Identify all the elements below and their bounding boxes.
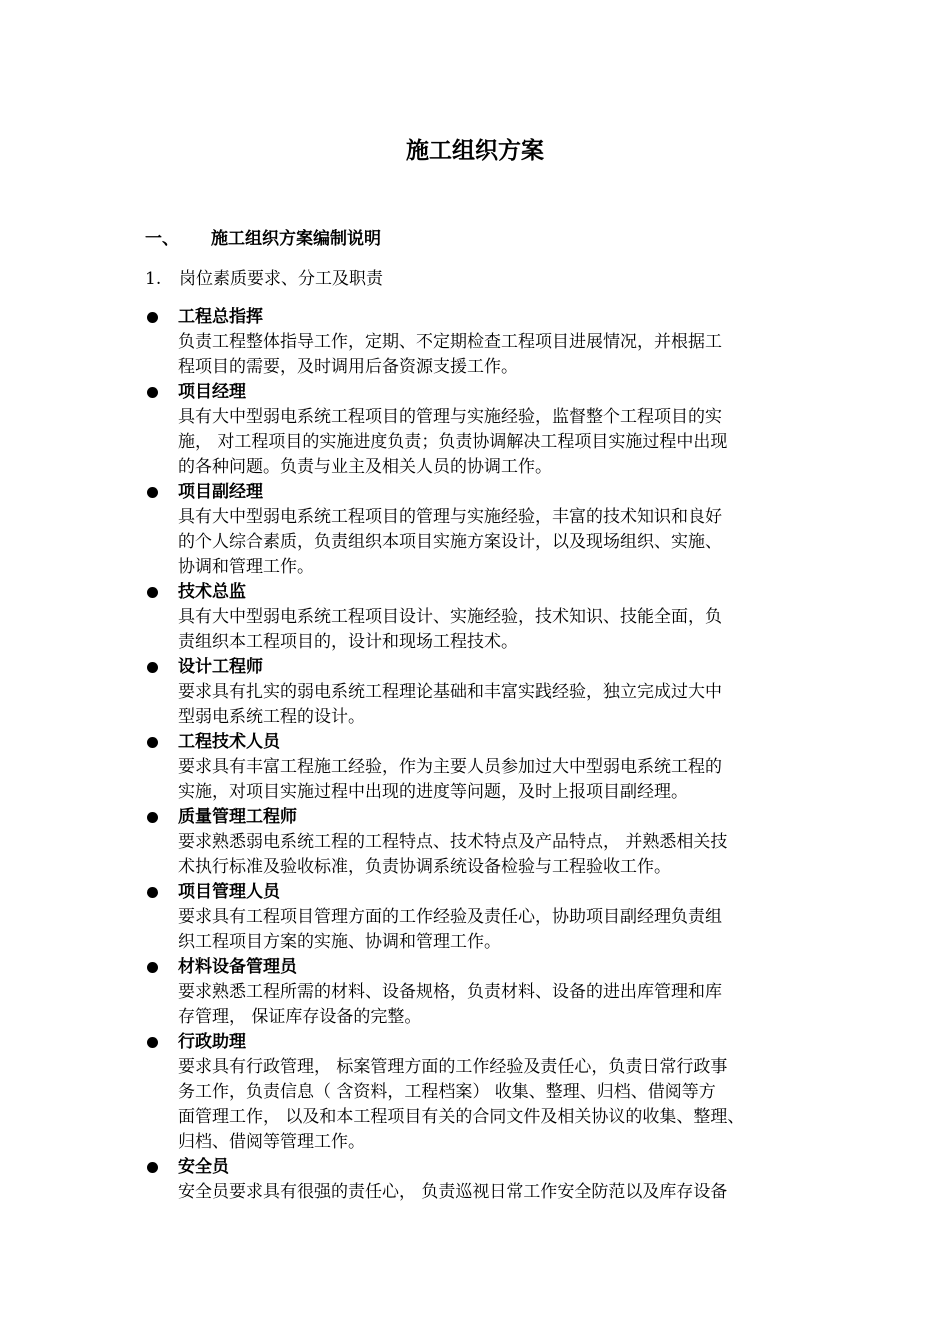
role-item [145, 655, 820, 730]
role-title: 工程总指挥 [178, 307, 263, 327]
role-description-line: 具有大中型弱电系统工程项目设计、实施经验，技术知识、技能全面，负 [178, 607, 722, 627]
role-description-line: 要求具有扎实的弱电系统工程理论基础和丰富实践经验，独立完成过大中 [178, 682, 722, 702]
role-description-line: 归档、借阅等管理工作。 [178, 1132, 365, 1152]
role-description [178, 905, 820, 955]
role-title: 项目管理人员 [178, 882, 280, 902]
role-description-line: 术执行标准及验收标准，负责协调系统设备检验与工程验收工作。 [178, 857, 671, 877]
role-description [178, 830, 820, 880]
role-title: 行政助理 [178, 1032, 246, 1052]
role-item [145, 1155, 820, 1205]
role-description-line: 面管理工作， 以及和本工程项目有关的合同文件及相关协议的收集、整理、 [178, 1107, 745, 1127]
role-description-line: 施， 对工程项目的实施进度负责；负责协调解决工程项目实施过程中出现 [178, 432, 728, 452]
role-description-line: 要求熟悉弱电系统工程的工程特点、技术特点及产品特点， 并熟悉相关技 [178, 832, 728, 852]
role-description-line: 型弱电系统工程的设计。 [178, 707, 365, 727]
role-description-line: 程项目的需要，及时调用后备资源支援工作。 [178, 357, 518, 377]
role-description-line: 实施，对项目实施过程中出现的进度等问题，及时上报项目副经理。 [178, 782, 688, 802]
role-title: 设计工程师 [178, 657, 263, 677]
role-item [145, 805, 820, 880]
bullet-icon [147, 1162, 158, 1173]
subsection-number: 1. [145, 269, 162, 289]
role-description [178, 1180, 820, 1205]
role-description-line: 责组织本工程项目的，设计和现场工程技术。 [178, 632, 518, 652]
role-item [145, 580, 820, 655]
bullet-icon [147, 962, 158, 973]
role-item [145, 480, 820, 580]
role-description-line: 协调和管理工作。 [178, 557, 314, 577]
bullet-icon [147, 312, 158, 323]
role-item [145, 305, 820, 380]
role-item [145, 730, 820, 805]
role-description-line: 存管理， 保证库存设备的完整。 [178, 1007, 422, 1027]
bullet-icon [147, 662, 158, 673]
role-description-line: 的各种问题。负责与业主及相关人员的协调工作。 [178, 457, 552, 477]
role-description [178, 505, 820, 580]
role-description-line: 要求具有丰富工程施工经验，作为主要人员参加过大中型弱电系统工程的 [178, 757, 722, 777]
role-title: 技术总监 [178, 582, 246, 602]
role-description-line: 要求熟悉工程所需的材料、设备规格，负责材料、设备的进出库管理和库 [178, 982, 722, 1002]
role-description-line: 具有大中型弱电系统工程项目的管理与实施经验，监督整个工程项目的实 [178, 407, 722, 427]
role-description-line: 的个人综合素质，负责组织本项目实施方案设计，以及现场组织、实施、 [178, 532, 722, 552]
bullet-icon [147, 1037, 158, 1048]
role-title: 项目副经理 [178, 482, 263, 502]
bullet-icon [147, 487, 158, 498]
role-description [178, 980, 820, 1030]
role-description-line: 务工作，负责信息（ 含资料，工程档案） 收集、整理、归档、借阅等方 [178, 1082, 716, 1102]
role-title: 材料设备管理员 [178, 957, 297, 977]
role-description-line: 织工程项目方案的实施、协调和管理工作。 [178, 932, 501, 952]
section-number: 一、 [145, 229, 179, 249]
bullet-icon [147, 587, 158, 598]
role-description-line: 要求具有工程项目管理方面的工作经验及责任心，协助项目副经理负责组 [178, 907, 722, 927]
role-description-line: 要求具有行政管理， 标案管理方面的工作经验及责任心，负责日常行政事 [178, 1057, 728, 1077]
role-description-line: 安全员要求具有很强的责任心， 负责巡视日常工作安全防范以及库存设备 [178, 1182, 728, 1202]
role-description [178, 1055, 820, 1155]
role-description [178, 405, 820, 480]
section-heading [145, 227, 381, 251]
role-item [145, 380, 820, 480]
bullet-icon [147, 737, 158, 748]
role-title: 安全员 [178, 1157, 229, 1177]
role-description [178, 680, 820, 730]
bullet-icon [147, 812, 158, 823]
role-title: 工程技术人员 [178, 732, 280, 752]
role-title: 质量管理工程师 [178, 807, 297, 827]
role-description [178, 330, 820, 380]
role-item [145, 1030, 820, 1155]
role-description-line: 负责工程整体指导工作，定期、不定期检查工程项目进展情况，并根据工 [178, 332, 722, 352]
subsection-title: 岗位素质要求、分工及职责 [179, 269, 383, 289]
bullet-icon [147, 387, 158, 398]
role-description-line: 具有大中型弱电系统工程项目的管理与实施经验，丰富的技术知识和良好 [178, 507, 722, 527]
document-title: 施工组织方案 [406, 138, 544, 164]
role-list [145, 305, 820, 1205]
bullet-icon [147, 887, 158, 898]
role-item [145, 880, 820, 955]
role-description [178, 605, 820, 655]
role-title: 项目经理 [178, 382, 246, 402]
section-title: 施工组织方案编制说明 [211, 229, 381, 249]
role-item [145, 955, 820, 1030]
role-description [178, 755, 820, 805]
subsection-heading [145, 267, 383, 291]
